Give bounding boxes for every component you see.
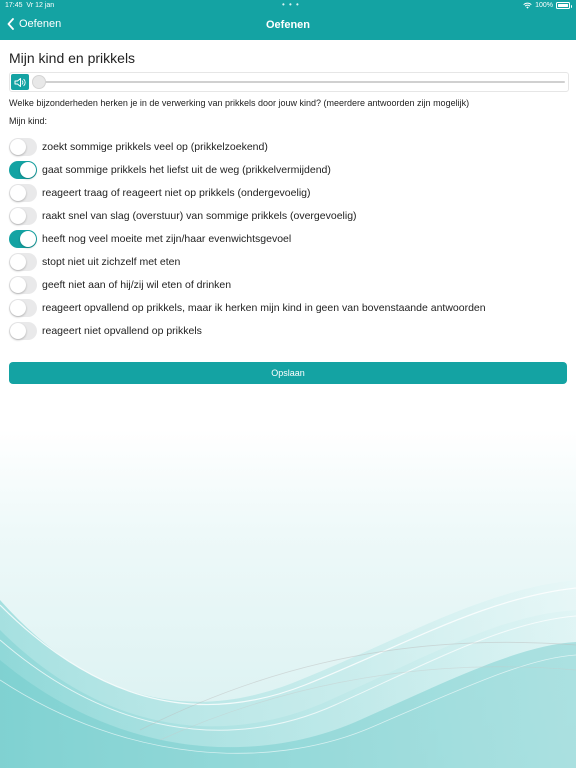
option-label: zoekt sommige prikkels veel op (prikkelzoekend) bbox=[42, 140, 268, 153]
page-title: Mijn kind en prikkels bbox=[9, 50, 136, 66]
option-toggle[interactable] bbox=[9, 322, 37, 340]
audio-progress-thumb[interactable] bbox=[32, 75, 46, 89]
option-label: raakt snel van slag (overstuur) van sommige prikkels (overgevoelig) bbox=[42, 209, 357, 222]
background-waves bbox=[0, 430, 576, 768]
option-toggle[interactable] bbox=[9, 207, 37, 225]
option-row[interactable] bbox=[9, 181, 569, 204]
option-toggle[interactable] bbox=[9, 138, 37, 156]
option-row[interactable] bbox=[9, 135, 569, 158]
option-label: heeft nog veel moeite met zijn/haar evenwichtsgevoel bbox=[42, 232, 292, 245]
option-label: reageert opvallend op prikkels, maar ik herken mijn kind in geen van bovenstaande antwoorden bbox=[42, 302, 486, 315]
status-bar bbox=[0, 0, 576, 12]
nav-bar bbox=[0, 12, 576, 40]
toggle-knob bbox=[10, 300, 26, 316]
toggle-knob bbox=[10, 254, 26, 270]
multitasking-dots: • • • bbox=[282, 0, 300, 9]
toggle-knob bbox=[10, 323, 26, 339]
option-label: stopt niet uit zichzelf met eten bbox=[42, 256, 181, 269]
audio-play-button[interactable] bbox=[11, 74, 29, 90]
option-toggle[interactable] bbox=[9, 161, 37, 179]
back-label: Oefenen bbox=[19, 18, 62, 30]
question-text: Welke bijzonderheden herken je in de verwerking van prikkels door jouw kind? (meerdere antwoorden zijn mogelijk) bbox=[9, 98, 470, 108]
option-row[interactable] bbox=[9, 320, 569, 343]
option-row[interactable] bbox=[9, 227, 569, 250]
option-toggle[interactable] bbox=[9, 230, 37, 248]
toggle-knob bbox=[10, 277, 26, 293]
option-toggle[interactable] bbox=[9, 299, 37, 317]
save-button[interactable]: Opslaan bbox=[9, 362, 567, 384]
option-label: gaat sommige prikkels het liefst uit de weg (prikkelvermijdend) bbox=[42, 163, 331, 176]
nav-title: Oefenen bbox=[265, 19, 310, 31]
audio-progress-track[interactable] bbox=[36, 81, 565, 83]
option-toggle[interactable] bbox=[9, 184, 37, 202]
audio-player bbox=[9, 72, 569, 92]
option-row[interactable] bbox=[9, 274, 569, 297]
option-label: reageert traag of reageert niet op prikkels (ondergevoelig) bbox=[42, 186, 311, 199]
status-time: 17:45 Vr 12 jan bbox=[5, 2, 55, 9]
option-row[interactable] bbox=[9, 250, 569, 273]
battery-icon bbox=[556, 2, 570, 9]
battery-percent: 100% bbox=[535, 2, 553, 9]
option-row[interactable] bbox=[9, 158, 569, 181]
wifi-icon bbox=[523, 2, 532, 9]
option-row[interactable] bbox=[9, 204, 569, 227]
status-right bbox=[523, 2, 570, 9]
speaker-icon bbox=[14, 77, 27, 88]
toggle-knob bbox=[10, 208, 26, 224]
options-list bbox=[9, 135, 569, 343]
toggle-knob bbox=[20, 231, 36, 247]
option-toggle[interactable] bbox=[9, 276, 37, 294]
option-label: geeft niet aan of hij/zij wil eten of drinken bbox=[42, 279, 232, 292]
toggle-knob bbox=[10, 185, 26, 201]
option-row[interactable] bbox=[9, 297, 569, 320]
question-sublabel: Mijn kind: bbox=[9, 116, 48, 126]
toggle-knob bbox=[20, 162, 36, 178]
option-toggle[interactable] bbox=[9, 253, 37, 271]
option-label: reageert niet opvallend op prikkels bbox=[42, 325, 202, 338]
toggle-knob bbox=[10, 139, 26, 155]
